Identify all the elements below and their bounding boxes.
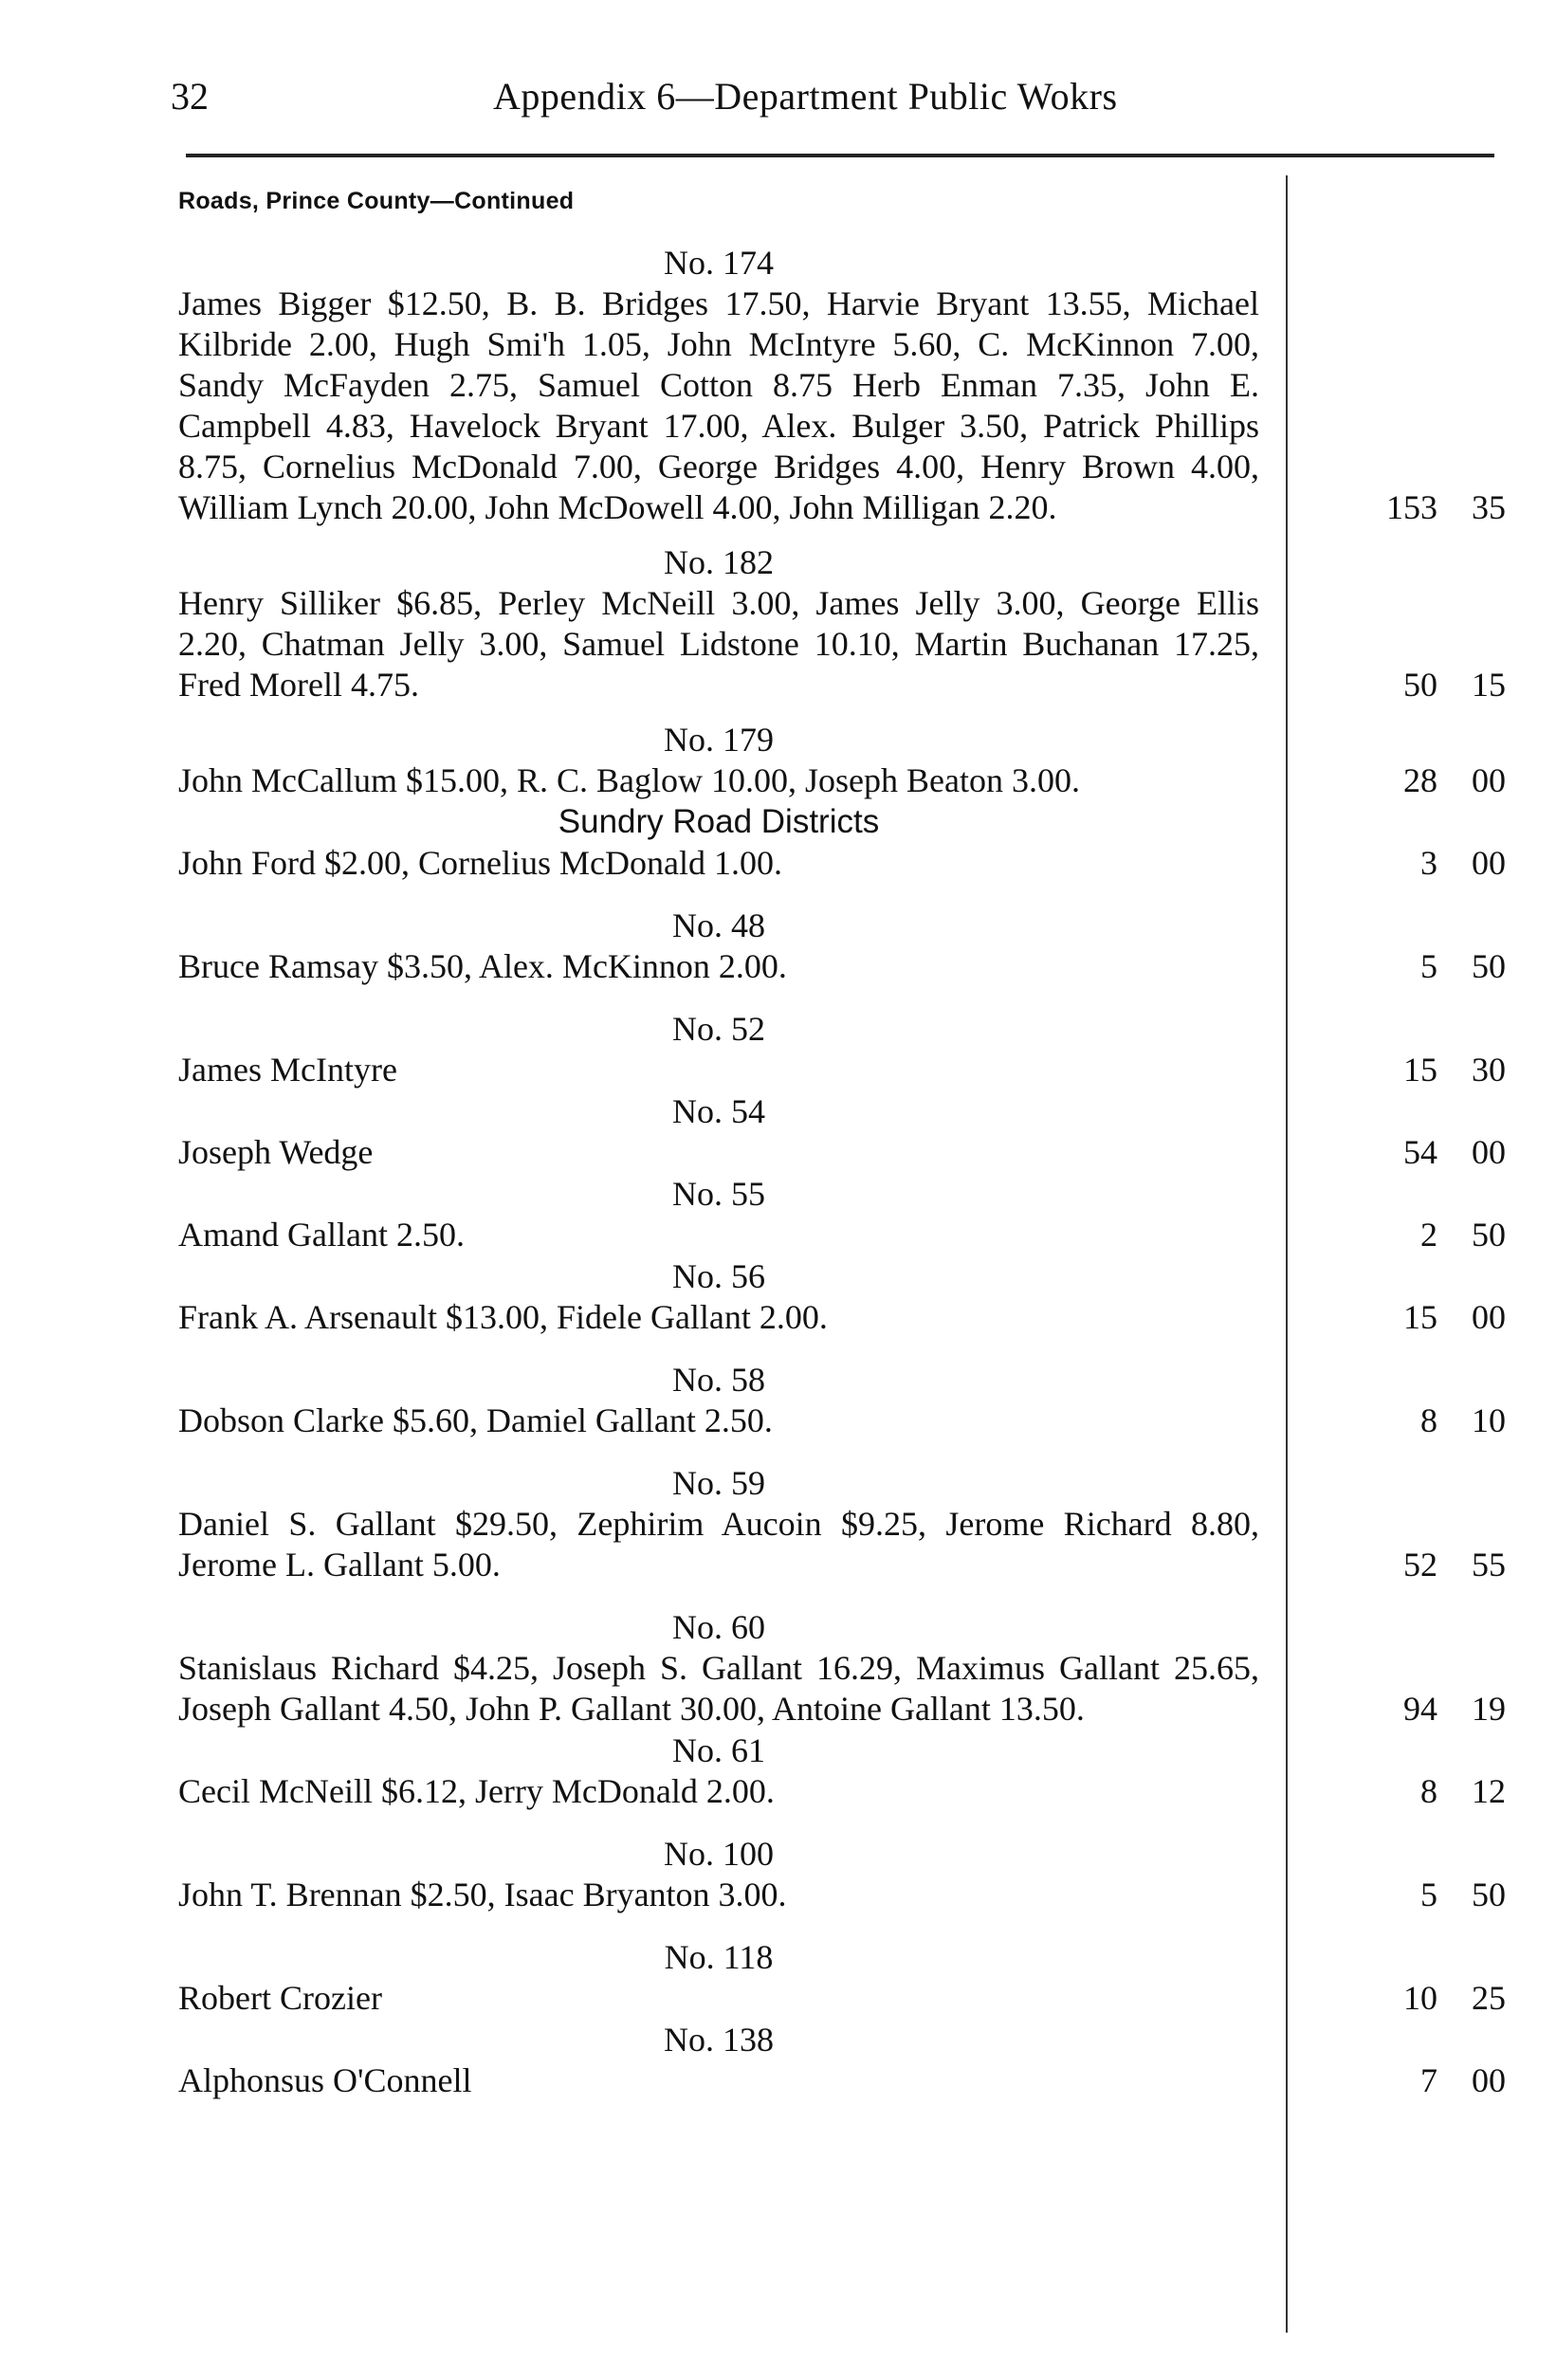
road-district-entry: [178, 2019, 1506, 2101]
running-title: Appendix 6—Department Public Wokrs: [493, 75, 1118, 118]
amount-dollars: 94: [1403, 1690, 1437, 1728]
district-heading: No. 118: [664, 1938, 774, 1976]
page-header: [171, 74, 1498, 121]
district-heading: No. 60: [672, 1608, 765, 1646]
entry-amount: [1316, 1875, 1506, 1915]
amount-dollars: 10: [1403, 1979, 1437, 2017]
amount-dollars: 153: [1386, 488, 1437, 526]
entries-list: [178, 242, 1506, 2101]
amount-dollars: 2: [1420, 1216, 1437, 1254]
district-heading: No. 179: [664, 721, 774, 759]
entry-amount: [1316, 1401, 1506, 1441]
district-heading: No. 138: [664, 2021, 774, 2059]
amount-cents: 50: [1472, 947, 1506, 985]
entry-amount: [1316, 1545, 1506, 1585]
entry-amount: [1316, 1132, 1506, 1173]
payee-list: Henry Silliker $6.85, Perley McNeill 3.00, James Jelly 3.00, George Ellis 2.20, Chatman Jelly 3.00, Samuel Lidstone 10.10, Martin Buchanan 17.25, Fred Morell 4.75.: [178, 584, 1259, 704]
amount-dollars: 5: [1420, 1876, 1437, 1913]
district-heading: No. 100: [664, 1835, 774, 1873]
road-district-entry: [178, 1936, 1506, 2019]
payee-list: John T. Brennan $2.50, Isaac Bryanton 3.00.: [178, 1876, 787, 1913]
district-heading: No. 54: [672, 1092, 765, 1130]
road-district-entry: [178, 1008, 1506, 1090]
road-district-entry: [178, 242, 1506, 528]
amount-dollars: 54: [1403, 1133, 1437, 1171]
road-district-entry: [178, 1173, 1506, 1255]
road-district-entry: [178, 1462, 1506, 1585]
section-title: Roads, Prince County—Continued: [178, 188, 575, 214]
district-heading: No. 174: [664, 244, 774, 282]
amount-cents: 10: [1472, 1401, 1506, 1439]
payee-list: James McIntyre: [178, 1051, 397, 1089]
road-district-entry: [178, 1090, 1506, 1173]
entry-amount: [1316, 946, 1506, 987]
amount-dollars: 7: [1420, 2061, 1437, 2099]
payee-list: Robert Crozier: [178, 1979, 382, 2017]
road-district-entry: [178, 719, 1506, 801]
amount-dollars: 8: [1420, 1772, 1437, 1810]
amount-cents: 00: [1472, 2061, 1506, 2099]
entry-amount: [1316, 1050, 1506, 1090]
payee-list: Joseph Wedge: [178, 1133, 374, 1171]
entry-amount: [1316, 1689, 1506, 1730]
entry-amount: [1316, 760, 1506, 801]
payee-list: John Ford $2.00, Cornelius McDonald 1.00.: [178, 844, 782, 882]
amount-cents: 55: [1472, 1546, 1506, 1584]
entry-amount: [1316, 487, 1506, 528]
road-district-entry: [178, 1730, 1506, 1812]
district-heading: No. 55: [672, 1175, 765, 1213]
entry-amount: [1316, 665, 1506, 705]
payee-list: Daniel S. Gallant $29.50, Zephirim Aucoin $9.25, Jerome Richard 8.80, Jerome L. Gallant 5.00.: [178, 1505, 1259, 1584]
road-district-entry: [178, 541, 1506, 705]
payee-list: Cecil McNeill $6.12, Jerry McDonald 2.00.: [178, 1772, 775, 1810]
amount-cents: 25: [1472, 1979, 1506, 2017]
entry-amount: [1316, 1978, 1506, 2019]
payee-list: Alphonsus O'Connell: [178, 2061, 472, 2099]
district-heading: No. 48: [672, 906, 765, 944]
amount-cents: 30: [1472, 1051, 1506, 1089]
amount-cents: 12: [1472, 1772, 1506, 1810]
amount-dollars: 8: [1420, 1401, 1437, 1439]
entry-amount: [1316, 1215, 1506, 1255]
amount-dollars: 50: [1403, 666, 1437, 704]
amount-dollars: 52: [1403, 1546, 1437, 1584]
district-heading: Sundry Road Districts: [558, 803, 880, 840]
payee-list: Amand Gallant 2.50.: [178, 1216, 465, 1254]
road-district-entry: [178, 1833, 1506, 1915]
amount-dollars: 28: [1403, 761, 1437, 799]
district-heading: No. 182: [664, 543, 774, 581]
entry-amount: [1316, 1771, 1506, 1812]
amount-cents: 15: [1472, 666, 1506, 704]
header-rule: [186, 154, 1494, 157]
amount-cents: 19: [1472, 1690, 1506, 1728]
district-heading: No. 56: [672, 1257, 765, 1295]
amount-cents: 00: [1472, 1298, 1506, 1336]
entry-amount: [1316, 2060, 1506, 2101]
entry-amount: [1316, 843, 1506, 884]
amount-dollars: 3: [1420, 844, 1437, 882]
page-number: 32: [171, 75, 209, 118]
payee-list: Bruce Ramsay $3.50, Alex. McKinnon 2.00.: [178, 947, 787, 985]
road-district-entry: [178, 1255, 1506, 1338]
amount-cents: 00: [1472, 1133, 1506, 1171]
amount-cents: 50: [1472, 1216, 1506, 1254]
amount-dollars: 5: [1420, 947, 1437, 985]
amount-cents: 50: [1472, 1876, 1506, 1913]
payee-list: James Bigger $12.50, B. B. Bridges 17.50, Harvie Bryant 13.55, Michael Kilbride 2.00, Hugh Smi'h 1.05, John McIntyre 5.60, C. McKinnon 7.00, Sandy McFayden 2.75, Samuel Cotton 8.75 Herb Enman 7.35, John E. Campbell 4.83, Havelock Bryant 17.00, Alex. Bulger 3.50, Patrick Phillips 8.75, Cornelius McDonald 7.00, George Bridges 4.00, Henry Brown 4.00, William Lynch 20.00, John McDowell 4.00, John Milligan 2.20.: [178, 284, 1259, 526]
road-district-entry: [178, 801, 1506, 884]
road-district-entry: [178, 905, 1506, 987]
payee-list: Frank A. Arsenault $13.00, Fidele Gallant 2.00.: [178, 1298, 828, 1336]
amount-dollars: 15: [1403, 1298, 1437, 1336]
district-heading: No. 58: [672, 1361, 765, 1399]
amount-cents: 00: [1472, 761, 1506, 799]
district-heading: No. 52: [672, 1010, 765, 1048]
payee-list: Dobson Clarke $5.60, Damiel Gallant 2.50.: [178, 1401, 773, 1439]
amount-dollars: 15: [1403, 1051, 1437, 1089]
amount-cents: 35: [1472, 488, 1506, 526]
entry-amount: [1316, 1297, 1506, 1338]
district-heading: No. 61: [672, 1731, 765, 1769]
road-district-entry: [178, 1359, 1506, 1441]
payee-list: Stanislaus Richard $4.25, Joseph S. Gallant 16.29, Maximus Gallant 25.65, Joseph Gallant 4.50, John P. Gallant 30.00, Antoine Gallant 13.50.: [178, 1649, 1259, 1728]
road-district-entry: [178, 1606, 1506, 1730]
amount-cents: 00: [1472, 844, 1506, 882]
district-heading: No. 59: [672, 1464, 765, 1502]
payee-list: John McCallum $15.00, R. C. Baglow 10.00, Joseph Beaton 3.00.: [178, 761, 1080, 799]
